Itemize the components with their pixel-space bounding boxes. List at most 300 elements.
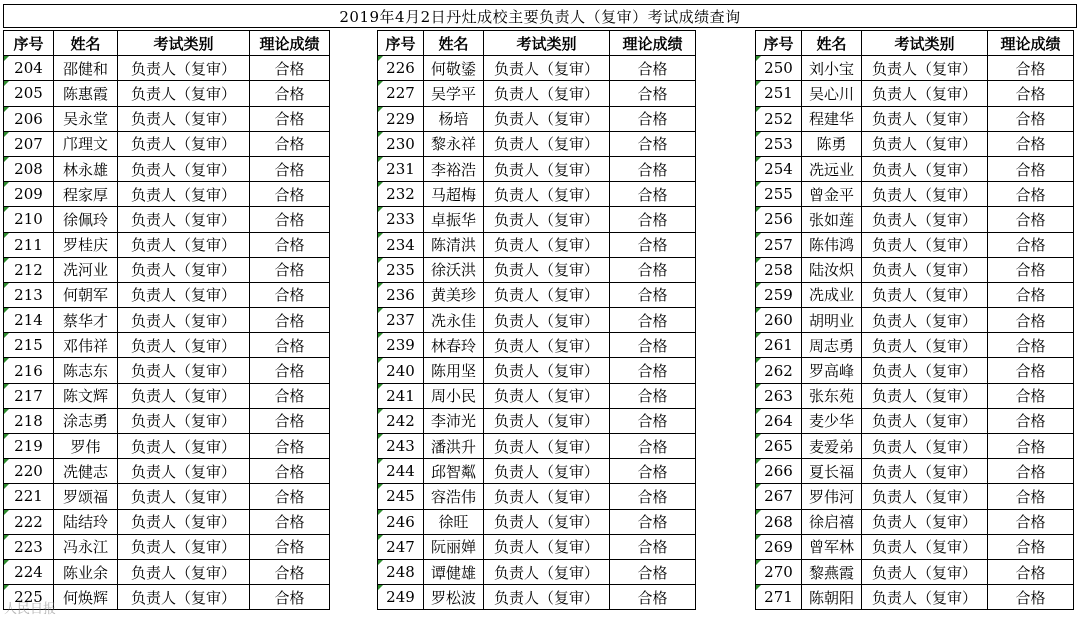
cell-score[interactable]: 合格 [610,559,696,584]
cell-score[interactable]: 合格 [250,459,330,484]
cell-number[interactable]: 225 [4,585,54,610]
results-table-1 [3,30,330,610]
cell-number[interactable]: 216 [4,358,54,383]
cell-score[interactable]: 合格 [610,333,696,358]
cell-name[interactable]: 何敬鋈 [424,56,484,81]
cell-exam-type[interactable]: 负责人（复审） [118,131,250,156]
cell-number[interactable]: 265 [756,434,802,459]
cell-score[interactable]: 合格 [610,257,696,282]
cell-exam-type[interactable]: 负责人（复审） [862,182,988,207]
cell-name[interactable]: 曾金平 [802,182,862,207]
cell-name[interactable]: 谭健雄 [424,559,484,584]
cell-number[interactable]: 223 [4,534,54,559]
cell-exam-type[interactable]: 负责人（复审） [118,282,250,307]
cell-exam-type[interactable]: 负责人（复审） [862,232,988,257]
cell-number[interactable]: 267 [756,484,802,509]
cell-name[interactable]: 冯永江 [54,534,118,559]
cell-exam-type[interactable]: 负责人（复审） [484,106,610,131]
cell-number[interactable]: 271 [756,585,802,610]
cell-score[interactable]: 合格 [988,509,1074,534]
table-row [4,182,330,207]
cell-exam-type[interactable]: 负责人（复审） [118,459,250,484]
cell-number[interactable]: 221 [4,484,54,509]
cell-number[interactable]: 262 [756,358,802,383]
results-table [377,30,696,610]
cell-name[interactable]: 吴学平 [424,81,484,106]
cell-exam-type[interactable]: 负责人（复审） [118,182,250,207]
cell-number[interactable]: 205 [4,81,54,106]
cell-score[interactable]: 合格 [250,282,330,307]
cell-name[interactable]: 冼健志 [54,459,118,484]
cell-number[interactable]: 220 [4,459,54,484]
cell-exam-type[interactable]: 负责人（复审） [484,308,610,333]
cell-name[interactable]: 邝理文 [54,131,118,156]
cell-name[interactable]: 邵健和 [54,56,118,81]
cell-score[interactable]: 合格 [988,81,1074,106]
cell-number[interactable]: 224 [4,559,54,584]
cell-number[interactable]: 250 [756,56,802,81]
cell-name[interactable]: 徐启禧 [802,509,862,534]
cell-name[interactable]: 罗伟 [54,434,118,459]
cell-name[interactable]: 罗颂福 [54,484,118,509]
cell-number[interactable]: 219 [4,434,54,459]
cell-name[interactable]: 陈清洪 [424,232,484,257]
cell-name[interactable]: 罗桂庆 [54,232,118,257]
cell-score[interactable]: 合格 [610,232,696,257]
col-header-score[interactable]: 理论成绩 [988,31,1074,56]
cell-number[interactable]: 241 [378,383,424,408]
cell-exam-type[interactable]: 负责人（复审） [484,156,610,181]
cell-score[interactable]: 合格 [988,383,1074,408]
cell-number[interactable]: 210 [4,207,54,232]
cell-score[interactable]: 合格 [988,358,1074,383]
cell-number[interactable]: 254 [756,156,802,181]
cell-number[interactable]: 218 [4,408,54,433]
cell-name[interactable]: 张东苑 [802,383,862,408]
cell-number[interactable]: 235 [378,257,424,282]
table-row [756,308,1074,333]
cell-exam-type[interactable]: 负责人（复审） [484,81,610,106]
cell-exam-type[interactable]: 负责人（复审） [484,282,610,307]
cell-name[interactable]: 陈伟鸿 [802,232,862,257]
cell-name[interactable]: 罗高峰 [802,358,862,383]
cell-number[interactable]: 206 [4,106,54,131]
cell-exam-type[interactable]: 负责人（复审） [118,257,250,282]
col-header-score[interactable]: 理论成绩 [250,31,330,56]
cell-score[interactable]: 合格 [250,434,330,459]
cell-score[interactable]: 合格 [988,156,1074,181]
cell-number[interactable]: 222 [4,509,54,534]
table-row [378,156,696,181]
cell-exam-type[interactable]: 负责人（复审） [862,131,988,156]
cell-number[interactable]: 234 [378,232,424,257]
cell-score[interactable]: 合格 [250,106,330,131]
cell-number[interactable]: 233 [378,207,424,232]
table-row [756,81,1074,106]
col-header-exam-type[interactable]: 考试类别 [484,31,610,56]
cell-score[interactable]: 合格 [250,156,330,181]
cell-score[interactable]: 合格 [988,534,1074,559]
cell-exam-type[interactable]: 负责人（复审） [118,81,250,106]
cell-score[interactable]: 合格 [250,509,330,534]
cell-score[interactable]: 合格 [250,383,330,408]
cell-number[interactable]: 257 [756,232,802,257]
cell-exam-type[interactable]: 负责人（复审） [484,459,610,484]
cell-name[interactable]: 容浩伟 [424,484,484,509]
cell-name[interactable]: 徐佩玲 [54,207,118,232]
cell-number[interactable]: 227 [378,81,424,106]
cell-name[interactable]: 陈业余 [54,559,118,584]
cell-score[interactable]: 合格 [610,106,696,131]
table-row [378,358,696,383]
cell-exam-type[interactable]: 负责人（复审） [862,156,988,181]
cell-name[interactable]: 吴永堂 [54,106,118,131]
table-row [378,484,696,509]
cell-number[interactable]: 211 [4,232,54,257]
cell-name[interactable]: 罗伟河 [802,484,862,509]
cell-exam-type[interactable]: 负责人（复审） [484,408,610,433]
table-row [4,459,330,484]
cell-score[interactable]: 合格 [250,585,330,610]
cell-number[interactable]: 268 [756,509,802,534]
cell-exam-type[interactable]: 负责人（复审） [484,358,610,383]
cell-number[interactable]: 230 [378,131,424,156]
cell-score[interactable]: 合格 [250,56,330,81]
cell-number[interactable]: 270 [756,559,802,584]
cell-score[interactable]: 合格 [610,131,696,156]
cell-number[interactable]: 243 [378,434,424,459]
cell-score[interactable]: 合格 [610,459,696,484]
cell-number[interactable]: 229 [378,106,424,131]
cell-score[interactable]: 合格 [988,333,1074,358]
cell-name[interactable]: 冼河业 [54,257,118,282]
cell-number[interactable]: 248 [378,559,424,584]
cell-number[interactable]: 212 [4,257,54,282]
table-row [4,434,330,459]
cell-exam-type[interactable]: 负责人（复审） [862,333,988,358]
cell-number[interactable]: 266 [756,459,802,484]
cell-exam-type[interactable]: 负责人（复审） [484,534,610,559]
cell-exam-type[interactable]: 负责人（复审） [862,484,988,509]
cell-number[interactable]: 215 [4,333,54,358]
col-header-number[interactable]: 序号 [756,31,802,56]
cell-exam-type[interactable]: 负责人（复审） [484,434,610,459]
cell-name[interactable]: 卓振华 [424,207,484,232]
cell-name[interactable]: 陈文辉 [54,383,118,408]
cell-score[interactable]: 合格 [610,585,696,610]
table-row [378,56,696,81]
cell-score[interactable]: 合格 [250,182,330,207]
cell-score[interactable]: 合格 [250,308,330,333]
cell-name[interactable]: 夏长福 [802,459,862,484]
cell-name[interactable]: 林永雄 [54,156,118,181]
cell-name[interactable]: 林春玲 [424,333,484,358]
cell-name[interactable]: 刘小宝 [802,56,862,81]
cell-name[interactable]: 陆汝炽 [802,257,862,282]
cell-score[interactable]: 合格 [610,207,696,232]
cell-name[interactable]: 程家厚 [54,182,118,207]
cell-exam-type[interactable]: 负责人（复审） [484,585,610,610]
table-row [4,408,330,433]
cell-number[interactable]: 208 [4,156,54,181]
cell-exam-type[interactable]: 负责人（复审） [862,81,988,106]
cell-name[interactable]: 曾军林 [802,534,862,559]
cell-name[interactable]: 陈朝阳 [802,585,862,610]
cell-score[interactable]: 合格 [988,585,1074,610]
cell-score[interactable]: 合格 [250,484,330,509]
cell-number[interactable]: 239 [378,333,424,358]
cell-exam-type[interactable]: 负责人（复审） [118,156,250,181]
cell-exam-type[interactable]: 负责人（复审） [862,408,988,433]
table-row [756,459,1074,484]
cell-number[interactable]: 261 [756,333,802,358]
cell-score[interactable]: 合格 [610,308,696,333]
cell-number[interactable]: 236 [378,282,424,307]
cell-score[interactable]: 合格 [610,484,696,509]
cell-name[interactable]: 李裕浩 [424,156,484,181]
cell-exam-type[interactable]: 负责人（复审） [484,509,610,534]
cell-exam-type[interactable]: 负责人（复审） [118,207,250,232]
cell-name[interactable]: 冼成业 [802,282,862,307]
cell-number[interactable]: 249 [378,585,424,610]
cell-score[interactable]: 合格 [610,408,696,433]
cell-score[interactable]: 合格 [988,434,1074,459]
cell-name[interactable]: 陈志东 [54,358,118,383]
cell-number[interactable]: 209 [4,182,54,207]
cell-exam-type[interactable]: 负责人（复审） [862,509,988,534]
cell-exam-type[interactable]: 负责人（复审） [118,434,250,459]
cell-score[interactable]: 合格 [988,207,1074,232]
cell-exam-type[interactable]: 负责人（复审） [484,257,610,282]
table-row [4,207,330,232]
cell-name[interactable]: 周志勇 [802,333,862,358]
cell-number[interactable]: 264 [756,408,802,433]
cell-number[interactable]: 242 [378,408,424,433]
cell-number[interactable]: 256 [756,207,802,232]
cell-name[interactable]: 潘洪升 [424,434,484,459]
cell-score[interactable]: 合格 [988,257,1074,282]
cell-number[interactable]: 269 [756,534,802,559]
cell-exam-type[interactable]: 负责人（复审） [484,383,610,408]
cell-name[interactable]: 邱智粼 [424,459,484,484]
cell-score[interactable]: 合格 [250,408,330,433]
cell-score[interactable]: 合格 [250,81,330,106]
cell-score[interactable]: 合格 [250,257,330,282]
cell-score[interactable]: 合格 [988,56,1074,81]
cell-exam-type[interactable]: 负责人（复审） [484,56,610,81]
cell-score[interactable]: 合格 [610,282,696,307]
cell-score[interactable]: 合格 [610,534,696,559]
table-row [4,81,330,106]
cell-score[interactable]: 合格 [610,358,696,383]
col-header-score[interactable]: 理论成绩 [610,31,696,56]
cell-number[interactable]: 260 [756,308,802,333]
cell-name[interactable]: 黎永祥 [424,131,484,156]
cell-score[interactable]: 合格 [610,509,696,534]
cell-exam-type[interactable]: 负责人（复审） [484,131,610,156]
cell-score[interactable]: 合格 [610,56,696,81]
cell-exam-type[interactable]: 负责人（复审） [118,408,250,433]
cell-exam-type[interactable]: 负责人（复审） [118,534,250,559]
cell-name[interactable]: 马超梅 [424,182,484,207]
cell-number[interactable]: 232 [378,182,424,207]
table-row [756,182,1074,207]
cell-number[interactable]: 259 [756,282,802,307]
cell-exam-type[interactable]: 负责人（复审） [484,559,610,584]
cell-number[interactable]: 213 [4,282,54,307]
cell-name[interactable]: 陈用坚 [424,358,484,383]
cell-score[interactable]: 合格 [250,131,330,156]
cell-name[interactable]: 胡明业 [802,308,862,333]
cell-name[interactable]: 麦爱弟 [802,434,862,459]
cell-score[interactable]: 合格 [250,333,330,358]
cell-score[interactable]: 合格 [988,559,1074,584]
cell-exam-type[interactable]: 负责人（复审） [862,358,988,383]
cell-number[interactable]: 231 [378,156,424,181]
col-header-exam-type[interactable]: 考试类别 [862,31,988,56]
cell-name[interactable]: 吴心川 [802,81,862,106]
cell-name[interactable]: 黄美珍 [424,282,484,307]
cell-number[interactable]: 240 [378,358,424,383]
cell-name[interactable]: 陈勇 [802,131,862,156]
cell-exam-type[interactable]: 负责人（复审） [862,106,988,131]
table-row [378,257,696,282]
cell-number[interactable]: 247 [378,534,424,559]
cell-score[interactable]: 合格 [988,131,1074,156]
cell-exam-type[interactable]: 负责人（复审） [862,308,988,333]
cell-number[interactable]: 258 [756,257,802,282]
col-header-number[interactable]: 序号 [4,31,54,56]
cell-score[interactable]: 合格 [988,106,1074,131]
cell-number[interactable]: 244 [378,459,424,484]
cell-name[interactable]: 邓伟祥 [54,333,118,358]
cell-score[interactable]: 合格 [610,434,696,459]
cell-exam-type[interactable]: 负责人（复审） [118,333,250,358]
cell-exam-type[interactable]: 负责人（复审） [862,257,988,282]
col-header-exam-type[interactable]: 考试类别 [118,31,250,56]
cell-name[interactable]: 蔡华才 [54,308,118,333]
cell-name[interactable]: 张如莲 [802,207,862,232]
cell-exam-type[interactable]: 负责人（复审） [862,459,988,484]
cell-number[interactable]: 207 [4,131,54,156]
cell-exam-type[interactable]: 负责人（复审） [862,534,988,559]
cell-number[interactable]: 263 [756,383,802,408]
cell-score[interactable]: 合格 [610,156,696,181]
cell-exam-type[interactable]: 负责人（复审） [484,484,610,509]
cell-score[interactable]: 合格 [988,182,1074,207]
cell-name[interactable]: 涂志勇 [54,408,118,433]
cell-name[interactable]: 徐旺 [424,509,484,534]
cell-name[interactable]: 程建华 [802,106,862,131]
cell-number[interactable]: 214 [4,308,54,333]
cell-score[interactable]: 合格 [610,81,696,106]
cell-name[interactable]: 黎燕霞 [802,559,862,584]
results-table-3 [755,30,1074,610]
cell-exam-type[interactable]: 负责人（复审） [862,585,988,610]
col-header-number[interactable]: 序号 [378,31,424,56]
cell-name[interactable]: 周小民 [424,383,484,408]
cell-exam-type[interactable]: 负责人（复审） [118,383,250,408]
cell-exam-type[interactable]: 负责人（复审） [862,434,988,459]
cell-score[interactable]: 合格 [988,459,1074,484]
cell-exam-type[interactable]: 负责人（复审） [862,207,988,232]
table-row [378,509,696,534]
cell-exam-type[interactable]: 负责人（复审） [118,509,250,534]
cell-exam-type[interactable]: 负责人（复审） [862,559,988,584]
cell-name[interactable]: 何焕辉 [54,585,118,610]
cell-score[interactable]: 合格 [988,308,1074,333]
cell-number[interactable]: 204 [4,56,54,81]
cell-name[interactable]: 徐沃洪 [424,257,484,282]
table-row [378,131,696,156]
col-header-name[interactable]: 姓名 [424,31,484,56]
cell-exam-type[interactable]: 负责人（复审） [118,106,250,131]
cell-exam-type[interactable]: 负责人（复审） [118,232,250,257]
cell-score[interactable]: 合格 [610,182,696,207]
cell-exam-type[interactable]: 负责人（复审） [862,383,988,408]
cell-score[interactable]: 合格 [988,408,1074,433]
cell-exam-type[interactable]: 负责人（复审） [862,56,988,81]
cell-name[interactable]: 罗松波 [424,585,484,610]
cell-number[interactable]: 251 [756,81,802,106]
cell-score[interactable]: 合格 [988,232,1074,257]
cell-score[interactable]: 合格 [988,484,1074,509]
cell-name[interactable]: 陆结玲 [54,509,118,534]
table-row [378,106,696,131]
cell-name[interactable]: 杨培 [424,106,484,131]
cell-exam-type[interactable]: 负责人（复审） [484,232,610,257]
cell-name[interactable]: 冼远业 [802,156,862,181]
cell-number[interactable]: 245 [378,484,424,509]
cell-exam-type[interactable]: 负责人（复审） [118,358,250,383]
cell-score[interactable]: 合格 [610,383,696,408]
cell-score[interactable]: 合格 [250,534,330,559]
cell-name[interactable]: 麦少华 [802,408,862,433]
cell-number[interactable]: 253 [756,131,802,156]
cell-number[interactable]: 237 [378,308,424,333]
cell-number[interactable]: 246 [378,509,424,534]
cell-number[interactable]: 255 [756,182,802,207]
cell-name[interactable]: 何朝军 [54,282,118,307]
cell-name[interactable]: 李沛光 [424,408,484,433]
cell-score[interactable]: 合格 [250,358,330,383]
cell-number[interactable]: 252 [756,106,802,131]
col-header-name[interactable]: 姓名 [802,31,862,56]
cell-number[interactable]: 217 [4,383,54,408]
table-row [756,534,1074,559]
cell-score[interactable]: 合格 [250,232,330,257]
cell-name[interactable]: 冼永佳 [424,308,484,333]
cell-score[interactable]: 合格 [250,559,330,584]
col-header-name[interactable]: 姓名 [54,31,118,56]
table-row [756,484,1074,509]
cell-exam-type[interactable]: 负责人（复审） [484,182,610,207]
cell-score[interactable]: 合格 [250,207,330,232]
cell-exam-type[interactable]: 负责人（复审） [118,56,250,81]
cell-exam-type[interactable]: 负责人（复审） [484,333,610,358]
cell-exam-type[interactable]: 负责人（复审） [118,484,250,509]
cell-exam-type[interactable]: 负责人（复审） [118,559,250,584]
cell-exam-type[interactable]: 负责人（复审） [484,207,610,232]
cell-score[interactable]: 合格 [988,282,1074,307]
cell-exam-type[interactable]: 负责人（复审） [862,282,988,307]
cell-name[interactable]: 陈惠霞 [54,81,118,106]
cell-exam-type[interactable]: 负责人（复审） [118,585,250,610]
cell-name[interactable]: 阮丽婵 [424,534,484,559]
cell-number[interactable]: 226 [378,56,424,81]
cell-exam-type[interactable]: 负责人（复审） [118,308,250,333]
table-row [378,207,696,232]
